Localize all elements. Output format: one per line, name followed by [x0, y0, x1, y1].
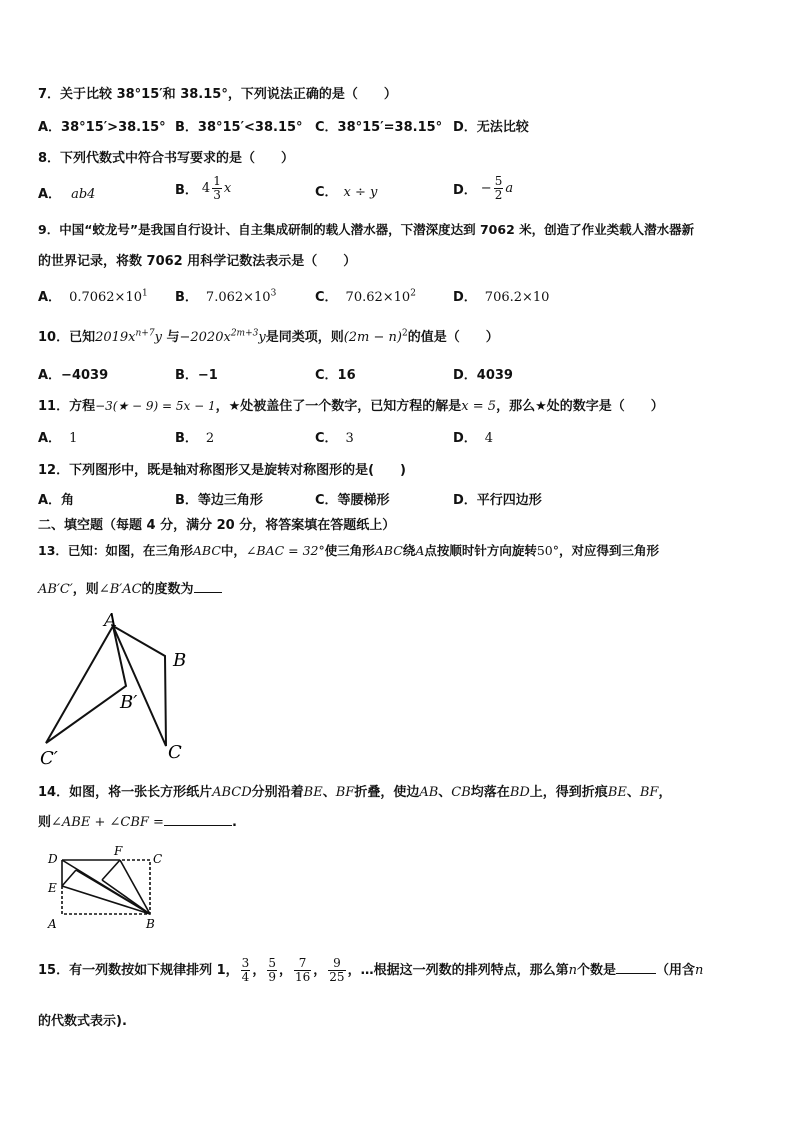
q15-sep-3: ，	[313, 963, 327, 978]
label-b: B	[173, 650, 187, 671]
q15-text-4: （用含	[655, 963, 695, 978]
q14-stem-line1	[38, 781, 671, 800]
q9-c-label: C．	[315, 290, 338, 305]
q8-a-expr: ab4	[71, 187, 96, 202]
q10-term-3: (2m − n)	[343, 330, 402, 345]
q15-answer-blank[interactable]	[616, 973, 656, 974]
q10-term-2: −2020x	[179, 330, 231, 345]
q15-fraction-1	[241, 957, 251, 984]
section-heading: 二、填空题（每题 4 分，满分 20 分，将答案填在答题纸上）	[38, 518, 396, 533]
q14-stem-line2	[38, 811, 237, 830]
q12-option-b[interactable]: B．等边三角形	[175, 493, 263, 508]
q12-option-a[interactable]: A．角	[38, 493, 75, 508]
q11-option-c[interactable]	[315, 427, 354, 446]
q13-text-7: ，则	[72, 582, 99, 597]
label-c: C	[153, 852, 163, 866]
q10-stem	[38, 326, 499, 345]
q14-be: BE	[303, 785, 323, 800]
q13-triangle-3: AB′C′	[38, 582, 73, 597]
q13-figure	[38, 608, 198, 768]
q8-b-fraction	[212, 175, 222, 202]
q14-text-2: 分别沿着	[251, 785, 304, 800]
q9-c-exp: 2	[410, 288, 416, 299]
label-f: F	[114, 844, 123, 858]
triangle-ab1c1	[46, 626, 126, 743]
q11-text-3: ，那么★处的数字是（ ）	[496, 399, 664, 414]
q13-text-5: 点按顺时针方向旋转	[424, 543, 537, 558]
q10-term-3-exp: 2	[402, 328, 408, 339]
q15-frac-1-num: 3	[241, 956, 250, 970]
q11-text-1: 11．方程	[38, 399, 96, 414]
q11-equation: −3(★ − 9) = 5x − 1	[95, 399, 216, 413]
q8-b-var: x	[223, 181, 232, 196]
q13-angle: ∠BAC = 32°	[245, 543, 325, 558]
q13-figure-lines	[46, 626, 166, 746]
q9-c-expr: 70.62×10	[345, 290, 411, 305]
label-a: A	[48, 917, 57, 931]
q8-a-label: A．	[38, 187, 62, 202]
q14-bd: BD	[509, 785, 530, 800]
q15-frac-3-den: 16	[294, 970, 311, 984]
label-d: D	[48, 852, 58, 866]
q15-frac-4-den: 25	[329, 970, 345, 984]
q8-option-b[interactable]	[175, 175, 231, 202]
q12-stem: 12．下列图形中，既是轴对称图形又是旋转对称图形的是( )	[38, 463, 406, 478]
q10-term-1-exp: n+7	[135, 328, 155, 339]
label-e: E	[48, 881, 57, 895]
q14-text-end: .	[231, 815, 237, 830]
q14-cb: CB	[451, 785, 471, 800]
q14-text-10: 则	[38, 815, 52, 830]
q8-b-den: 3	[213, 188, 221, 202]
q13-triangle-2: ABC	[374, 543, 403, 558]
q9-stem-line1: 9．中国“蛟龙号”是我国自行设计、自主集成研制的载人潜水器，下潜深度达到 7062 米，创造了作业类载人潜水器新	[38, 222, 695, 237]
q10-option-d[interactable]: D．4039	[453, 368, 513, 383]
q10-term-2-y: y	[258, 330, 266, 345]
q15-sep-2: ，	[278, 963, 292, 978]
q11-c-label: C．	[315, 431, 338, 446]
q11-stem	[38, 395, 664, 414]
q14-figure	[40, 842, 170, 934]
q15-frac-2-num: 5	[268, 956, 276, 970]
q15-frac-3-num: 7	[294, 957, 311, 971]
q8-options	[38, 175, 738, 211]
q8-c-expr: x ÷ y	[343, 185, 378, 200]
q12-option-c[interactable]: C．等腰梯形	[315, 493, 390, 508]
q15-text-2: ，…根据这一列数的排列特点，那么第	[347, 963, 569, 978]
q8-option-c[interactable]	[315, 181, 377, 200]
q14-text-5: 、	[438, 785, 452, 800]
q13-triangle-1: ABC	[192, 543, 221, 558]
fold-a-b	[76, 870, 150, 914]
q14-ab: AB	[419, 785, 439, 800]
q14-rect: ABCD	[212, 785, 252, 800]
q11-option-d[interactable]	[453, 427, 493, 446]
q15-frac-2-den: 9	[268, 970, 276, 984]
q9-b-expr: 7.062×10	[205, 290, 271, 305]
q10-text-1: 10．已知	[38, 330, 96, 345]
q10-text-3: 是同类项，则	[265, 330, 344, 345]
q8-b-int: 4	[201, 181, 211, 196]
q7-stem: 7．关于比较 38°15′和 38.15°，下列说法正确的是（ ）	[38, 87, 397, 102]
q13-text-6: ，对应得到三角形	[559, 543, 660, 558]
q13-degree: 50°	[536, 543, 560, 558]
q8-d-den: 2	[494, 188, 503, 202]
q8-d-var: a	[505, 181, 514, 196]
fold-fc	[102, 860, 120, 880]
q13-text-4: 绕	[402, 543, 416, 558]
q10-option-c[interactable]: C．16	[315, 368, 356, 383]
q11-b-value: 2	[205, 431, 215, 446]
q15-stem-line1	[38, 954, 703, 988]
q8-option-a[interactable]	[38, 183, 95, 202]
q11-text-2: ，★处被盖住了一个数字，已知方程的解是	[215, 399, 462, 414]
q15-n-2: n	[694, 963, 704, 978]
q13-text-2: 中，	[220, 543, 246, 558]
q13-stem-line2	[38, 578, 222, 597]
q13-answer-blank[interactable]	[194, 592, 222, 593]
q13-point-a: A	[415, 543, 425, 558]
q14-bf-2: BF	[639, 785, 659, 800]
q8-stem: 8．下列代数式中符合书写要求的是（ ）	[38, 151, 295, 166]
q11-option-a[interactable]	[38, 427, 77, 446]
q14-bf: BF	[335, 785, 355, 800]
q11-b-label: B．	[175, 431, 198, 446]
q14-text-7: 上，得到折痕	[529, 785, 608, 800]
q9-d-label: D．	[453, 290, 477, 305]
q15-fraction-4	[328, 957, 345, 984]
fold-c-b	[102, 880, 150, 914]
q15-text-3: 个数是	[576, 963, 616, 978]
q15-frac-4-num: 9	[328, 957, 345, 971]
q14-text-9: ，	[658, 785, 672, 800]
q10-term-2-exp: 2m+3	[230, 328, 259, 339]
label-b-prime: B′	[120, 692, 138, 713]
label-c: C	[168, 742, 182, 763]
q14-text-6: 均落在	[470, 785, 510, 800]
q10-option-b[interactable]: B．−1	[175, 368, 218, 383]
q9-stem-line2: 的世界记录，将数 7062 用科学记数法表示是（ ）	[38, 254, 357, 269]
q15-fraction-3	[294, 957, 311, 984]
q14-figure-lines	[62, 860, 150, 914]
q13-ask-angle: ∠B′AC	[98, 582, 142, 597]
q14-be-2: BE	[607, 785, 627, 800]
q8-d-fraction	[494, 175, 504, 202]
q9-option-d[interactable]	[453, 286, 549, 305]
q15-sep-1: ，	[252, 963, 266, 978]
q15-n: n	[568, 963, 577, 978]
q9-b-exp: 3	[270, 288, 277, 299]
q8-d-sign: −	[480, 181, 492, 196]
q14-answer-blank[interactable]	[164, 825, 232, 826]
q14-text-3: 、	[322, 785, 336, 800]
q15-fraction-2	[267, 957, 277, 984]
q11-a-value: 1	[69, 431, 78, 446]
q9-a-expr: 0.7062×10	[69, 290, 142, 305]
q9-a-exp: 1	[141, 288, 148, 299]
fold-ea	[62, 870, 76, 886]
q10-text-4: 的值是（ ）	[407, 330, 499, 345]
q14-expression: ∠ABE + ∠CBF =	[51, 815, 164, 830]
label-b: B	[146, 917, 155, 931]
q10-option-a[interactable]: A．−4039	[38, 368, 109, 383]
q7-option-b[interactable]: B．38°15′<38.15°	[175, 120, 303, 135]
q10-text-2: 与	[166, 330, 180, 345]
q9-b-label: B．	[175, 290, 198, 305]
triangle-abc	[113, 626, 166, 746]
q7-option-a[interactable]: A．38°15′>38.15°	[38, 120, 166, 135]
label-a: A	[104, 610, 117, 631]
q9-d-expr: 706.2×10	[484, 290, 550, 305]
q11-c-value: 3	[345, 431, 354, 446]
q11-solution: x = 5	[461, 399, 497, 414]
q15-text-1: 15．有一列数按如下规律排列 1，	[38, 963, 239, 978]
q7-option-c[interactable]: C．38°15′=38.15°	[315, 120, 443, 135]
q13-text-8: 的度数为	[141, 582, 194, 597]
q8-d-num: 5	[494, 174, 503, 188]
q9-option-a[interactable]	[38, 286, 148, 305]
q14-text-8: 、	[626, 785, 640, 800]
q11-d-value: 4	[484, 431, 494, 446]
q8-b-label: B．	[175, 183, 198, 198]
q8-c-label: C．	[315, 185, 338, 200]
q14-text-1: 14．如图，将一张长方形纸片	[38, 785, 213, 800]
q8-d-label: D．	[453, 183, 477, 198]
q14-text-4: 折叠，使边	[354, 785, 420, 800]
q9-option-c[interactable]	[315, 286, 416, 305]
q8-b-num: 1	[213, 174, 221, 188]
q12-option-d[interactable]: D．平行四边形	[453, 493, 542, 508]
q9-a-label: A．	[38, 290, 62, 305]
q13-text-1: 13．已知：如图，在三角形	[38, 543, 193, 558]
q7-option-d[interactable]: D．无法比较	[453, 120, 529, 135]
q11-a-label: A．	[38, 431, 62, 446]
q13-stem-line1	[38, 541, 659, 559]
q15-frac-1-den: 4	[241, 970, 250, 984]
q8-option-d[interactable]	[453, 175, 513, 202]
q13-text-3: 使三角形	[324, 543, 375, 558]
q9-option-b[interactable]	[175, 286, 276, 305]
label-c-prime: C′	[40, 748, 58, 768]
q11-d-label: D．	[453, 431, 477, 446]
q10-term-1-y: y	[154, 330, 162, 345]
q10-term-1: 2019x	[95, 330, 136, 345]
q15-stem-line2: 的代数式表示).	[38, 1014, 127, 1029]
q11-option-b[interactable]	[175, 427, 214, 446]
